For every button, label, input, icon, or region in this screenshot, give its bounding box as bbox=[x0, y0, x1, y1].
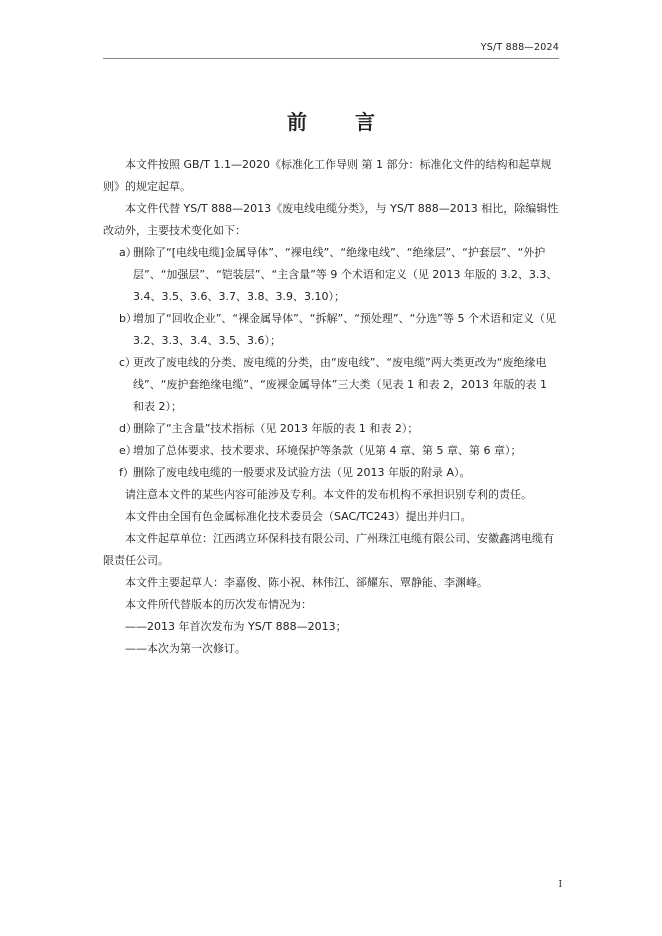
list-item-label: a） bbox=[119, 246, 137, 259]
paragraph-history-current: ——本次为第一次修订。 bbox=[125, 642, 246, 655]
paragraph-drafting-rules: 本文件按照 GB/T 1.1—2020《标准化工作导则 第 1 部分：标准化文件的结构和起草规则》的规定起草。 bbox=[103, 158, 552, 193]
paragraph-drafters: 本文件主要起草人：李嘉俊、陈小祝、林伟江、郤耀东、覃静能、李渊峰。 bbox=[125, 576, 488, 589]
paragraph-proposer: 本文件由全国有色金属标准化技术委员会（SAC/TC243）提出并归口。 bbox=[125, 510, 472, 523]
list-item-label: d） bbox=[119, 422, 137, 435]
list-item bbox=[103, 462, 559, 484]
list-item bbox=[103, 440, 559, 462]
list-item-label: e） bbox=[119, 444, 137, 457]
list-item-label: b） bbox=[119, 312, 137, 325]
list-item-label: f） bbox=[119, 466, 134, 479]
paragraph-history-intro: 本文件所代替版本的历次发布情况为： bbox=[125, 598, 312, 611]
title-char: 前 bbox=[287, 110, 307, 134]
list-item bbox=[103, 308, 559, 352]
foreword-body bbox=[103, 154, 559, 660]
list-item-text: 删除了“[电线电缆]金属导体”、“裸电线”、“绝缘电线”、“绝缘层”、“护套层”、“外护层”、“加强层”、“铠装层”、“主含量”等 9 个术语和定义（见 2013 年版的 3.2、3.3、3.4、3.5、3.6、3.7、3.8、3.9、3.10）； bbox=[133, 246, 558, 303]
paragraph-history-2013: ——2013 年首次发布为 YS/T 888—2013； bbox=[125, 620, 347, 633]
list-item-text: 增加了总体要求、技术要求、环境保护等条款（见第 4 章、第 5 章、第 6 章）； bbox=[133, 444, 522, 457]
list-item-text: 更改了废电线的分类、废电缆的分类，由“废电线”、“废电缆”两大类更改为“废绝缘电线”、“废护套绝缘电缆”、“废裸金属导体”三大类（见表 1 和表 2，2013 年版的表 1 和表 2）； bbox=[133, 356, 547, 413]
standard-code: YS/T 888—2024 bbox=[480, 42, 559, 53]
list-item-label: c） bbox=[119, 356, 137, 369]
list-item-text: 删除了废电线电缆的一般要求及试验方法（见 2013 年版的附录 A）。 bbox=[133, 466, 471, 479]
page-title bbox=[0, 106, 662, 135]
list-item bbox=[103, 352, 559, 418]
list-item-text: 删除了“主含量”技术指标（见 2013 年版的表 1 和表 2）； bbox=[133, 422, 419, 435]
paragraph-drafting-units: 本文件起草单位：江西鸿立环保科技有限公司、广州珠江电缆有限公司、安徽鑫鸿电缆有限责任公司。 bbox=[103, 532, 554, 567]
list-item bbox=[103, 418, 559, 440]
paragraph-patent-notice: 请注意本文件的某些内容可能涉及专利。本文件的发布机构不承担识别专利的责任。 bbox=[125, 488, 532, 501]
list-item bbox=[103, 242, 559, 308]
paragraph-replaces: 本文件代替 YS/T 888—2013《废电线电缆分类》，与 YS/T 888—2013 相比，除编辑性改动外，主要技术变化如下： bbox=[103, 202, 559, 237]
page-number: I bbox=[558, 880, 562, 890]
title-char: 言 bbox=[355, 110, 375, 134]
header-rule bbox=[103, 58, 559, 59]
list-item-text: 增加了“回收企业”、“裸金属导体”、“拆解”、“预处理”、“分选”等 5 个术语和定义（见 3.2、3.3、3.4、3.5、3.6）； bbox=[133, 312, 556, 347]
